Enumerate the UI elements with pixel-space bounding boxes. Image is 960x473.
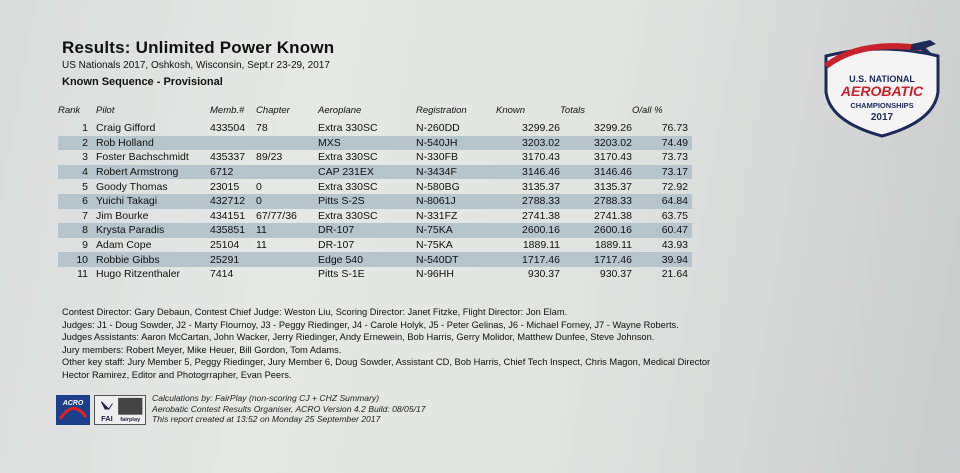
credits-software: Aerobatic Contest Results Organiser, ACRO Version 4.2 Build: 08/05/17 xyxy=(152,403,426,414)
rank-cell: 10 xyxy=(58,252,96,267)
known-cell: 3203.02 xyxy=(496,136,560,151)
chapter-cell xyxy=(256,136,318,151)
registration-cell: N-75KA xyxy=(416,239,453,252)
other-staff-line-cont: Hector Ramirez, Editor and Photogrrapher, Evan Peers. xyxy=(62,369,292,380)
rank-cell: 8 xyxy=(58,223,96,238)
table-row xyxy=(58,209,692,224)
memb-cell xyxy=(210,136,256,151)
known-cell: 1717.46 xyxy=(496,252,560,267)
chapter-cell: 67/77/36 xyxy=(256,209,297,222)
svg-text:ACRO: ACRO xyxy=(62,400,84,407)
chapter-cell xyxy=(256,267,318,282)
credits-calculations: Calculations by: FairPlay (non-scoring CJ + CHZ Summary) xyxy=(152,393,380,403)
memb-cell: 434151 xyxy=(210,209,246,222)
table-row xyxy=(58,194,692,209)
chapter-cell xyxy=(256,165,318,180)
aeroplane-cell: MXS xyxy=(318,136,416,151)
table-row xyxy=(58,136,692,151)
totals-cell: 2788.33 xyxy=(560,194,632,209)
totals-cell: 1717.46 xyxy=(560,252,632,267)
rank-cell: 9 xyxy=(82,239,88,252)
known-cell: 1889.11 xyxy=(522,239,560,252)
registration-cell: N-580BG xyxy=(416,180,460,193)
registration-cell: N-260DD xyxy=(416,122,460,135)
contest-officials-line: Contest Director: Gary Debaun, Contest Chief Judge: Weston Liu, Scoring Director: Janet Fitzke, Flight Director: Jon Elam. xyxy=(62,307,568,317)
memb-cell: 435337 xyxy=(210,151,246,164)
chapter-cell: 89/23 xyxy=(256,151,283,164)
rank-cell: 6 xyxy=(58,194,96,209)
memb-cell: 7414 xyxy=(210,268,234,281)
oall-cell: 63.75 xyxy=(661,209,688,222)
oall-cell: 73.73 xyxy=(661,151,688,164)
table-row xyxy=(58,150,692,165)
col-chapter: Chapter xyxy=(256,105,290,116)
table-header-row xyxy=(58,104,692,121)
col-aeroplane: Aeroplane xyxy=(318,105,362,116)
registration-cell: N-3434F xyxy=(416,165,496,180)
pilot-cell: Craig Gifford xyxy=(96,122,156,135)
rank-cell: 11 xyxy=(77,268,88,281)
known-cell: 2600.16 xyxy=(496,223,560,238)
memb-cell: 23015 xyxy=(210,180,240,193)
aeroplane-cell: Pitts S-1E xyxy=(318,268,365,281)
emblem-line3: CHAMPIONSHIPS xyxy=(850,101,914,110)
totals-cell: 2741.38 xyxy=(594,209,632,222)
table-row xyxy=(58,121,692,136)
totals-cell: 3170.43 xyxy=(594,151,632,164)
totals-cell: 3203.02 xyxy=(560,136,632,151)
col-pilot: Pilot xyxy=(96,105,115,116)
credits-block xyxy=(152,393,426,425)
aeroplane-cell: Edge 540 xyxy=(318,252,416,267)
aeroplane-cell: Pitts S-2S xyxy=(318,194,416,209)
totals-cell: 3135.37 xyxy=(594,180,632,193)
memb-cell: 25104 xyxy=(210,239,240,252)
rank-cell: 1 xyxy=(82,122,88,135)
chapter-cell xyxy=(256,252,318,267)
page-title: Results: Unlimited Power Known xyxy=(62,38,335,57)
col-totals: Totals xyxy=(560,105,585,116)
pilot-cell: Robbie Gibbs xyxy=(96,252,210,267)
registration-cell: N-331FZ xyxy=(416,209,458,222)
svg-text:fairplay: fairplay xyxy=(120,417,141,424)
aeroplane-cell: Extra 330SC xyxy=(318,209,378,222)
event-subtitle: US Nationals 2017, Oshkosh, Wisconsin, Sept.r 23-29, 2017 xyxy=(62,60,330,71)
col-registration: Registration xyxy=(416,105,467,116)
oall-cell: 76.73 xyxy=(661,122,688,135)
memb-cell: 432712 xyxy=(210,194,256,209)
known-cell: 930.37 xyxy=(527,268,560,281)
col-memb: Memb.# xyxy=(210,105,245,116)
emblem-line1: U.S. NATIONAL xyxy=(849,74,915,84)
rank-cell: 7 xyxy=(82,209,88,222)
pilot-cell: Krysta Paradis xyxy=(96,223,210,238)
oall-cell: 43.93 xyxy=(661,239,688,252)
memb-cell: 6712 xyxy=(210,165,256,180)
known-cell: 2741.38 xyxy=(522,209,560,222)
known-cell: 3299.26 xyxy=(522,122,560,135)
chapter-cell: 0 xyxy=(256,194,318,209)
registration-cell: N-8061J xyxy=(416,194,496,209)
rank-cell: 4 xyxy=(58,165,96,180)
col-oall: O/all % xyxy=(632,105,663,116)
table-row xyxy=(58,252,692,267)
table-row xyxy=(58,179,692,194)
chapter-cell: 0 xyxy=(256,180,262,193)
pilot-cell: Goody Thomas xyxy=(96,180,168,193)
registration-cell: N-540JH xyxy=(416,136,496,151)
table-row xyxy=(58,223,692,238)
oall-cell: 21.64 xyxy=(661,268,688,281)
jury-members-line: Jury members: Robert Meyer, Mike Heuer, Bill Gordon, Tom Adams. xyxy=(62,344,342,355)
totals-cell: 2600.16 xyxy=(560,223,632,238)
oall-cell: 74.49 xyxy=(632,136,692,151)
rank-cell: 3 xyxy=(82,151,88,164)
pilot-cell: Jim Bourke xyxy=(96,209,149,222)
oall-cell: 39.94 xyxy=(632,252,692,267)
aeroplane-cell: Extra 330SC xyxy=(318,151,378,164)
pilot-cell: Adam Cope xyxy=(96,239,152,252)
table-row xyxy=(58,165,692,180)
aeroplane-cell: DR-107 xyxy=(318,223,416,238)
svg-text:FAI: FAI xyxy=(101,414,113,424)
registration-cell: N-330FB xyxy=(416,151,459,164)
col-known: Known xyxy=(496,105,526,116)
sequence-label: Known Sequence - Provisional xyxy=(62,76,223,88)
other-staff-line: Other key staff: Jury Member 5, Peggy Riedinger, Jury Member 6, Doug Sowder, Assistant CD, Bob Harris, Chief Tech Inspect, Chris Magon, Medical Director xyxy=(62,357,711,368)
emblem-line4: 2017 xyxy=(870,112,894,123)
memb-cell: 433504 xyxy=(210,122,246,135)
registration-cell: N-96HH xyxy=(416,268,454,281)
memb-cell: 435851 xyxy=(210,223,256,238)
aeroplane-cell: Extra 330SC xyxy=(318,122,378,135)
fai-fairplay-logo xyxy=(94,395,146,425)
oall-cell: 73.17 xyxy=(632,165,692,180)
chapter-cell: 78 xyxy=(256,122,268,135)
credits-created: This report created at 13:52 on Monday 25 September 2017 xyxy=(152,414,381,425)
known-cell: 3135.37 xyxy=(522,180,560,193)
oall-cell: 72.92 xyxy=(661,180,688,193)
totals-cell: 3146.46 xyxy=(560,165,632,180)
pilot-cell: Hugo Ritzenthaler xyxy=(96,268,181,281)
championship-emblem xyxy=(820,36,944,140)
memb-cell: 25291 xyxy=(210,252,256,267)
known-cell: 2788.33 xyxy=(496,194,560,209)
registration-cell: N-540DT xyxy=(416,252,496,267)
results-table xyxy=(58,104,692,282)
table-row xyxy=(58,238,692,253)
oall-cell: 60.47 xyxy=(632,223,692,238)
registration-cell: N-75KA xyxy=(416,223,496,238)
pilot-cell: Robert Armstrong xyxy=(96,165,210,180)
aeroplane-cell: DR-107 xyxy=(318,239,355,252)
totals-cell: 3299.26 xyxy=(594,122,632,135)
aeroplane-cell: CAP 231EX xyxy=(318,165,416,180)
known-cell: 3170.43 xyxy=(522,151,560,164)
judges-assistants-line: Judges Assistants: Aaron McCartan, John Wacker, Jerry Riedinger, Andy Ernewein, Bob Harris, Gerry Molidor, Matthew Dunfee, Steve Johnson. xyxy=(62,332,655,343)
emblem-line2: AEROBATIC xyxy=(840,83,924,99)
totals-cell: 1889.11 xyxy=(594,239,632,252)
pilot-cell: Yuichi Takagi xyxy=(96,194,210,209)
totals-cell: 930.37 xyxy=(599,268,632,281)
rank-cell: 2 xyxy=(58,136,96,151)
pilot-cell: Rob Holland xyxy=(96,136,210,151)
acro-logo xyxy=(56,395,90,425)
table-row xyxy=(58,267,692,282)
pilot-cell: Foster Bachschmidt xyxy=(96,151,189,164)
judges-line: Judges: J1 - Doug Sowder, J2 - Marty Flournoy, J3 - Peggy Riedinger, J4 - Carole Holyk, J5 - Peter Gelinas, J6 - Michael Forney, J7 - Wayne Roberts. xyxy=(62,319,679,330)
known-cell: 3146.46 xyxy=(496,165,560,180)
software-logos xyxy=(56,395,146,425)
oall-cell: 64.84 xyxy=(632,194,692,209)
rank-cell: 5 xyxy=(82,180,88,193)
aeroplane-cell: Extra 330SC xyxy=(318,180,378,193)
chapter-cell: 11 xyxy=(256,239,267,252)
officials-block xyxy=(62,306,822,382)
col-rank: Rank xyxy=(58,105,81,116)
chapter-cell: 11 xyxy=(256,223,318,238)
